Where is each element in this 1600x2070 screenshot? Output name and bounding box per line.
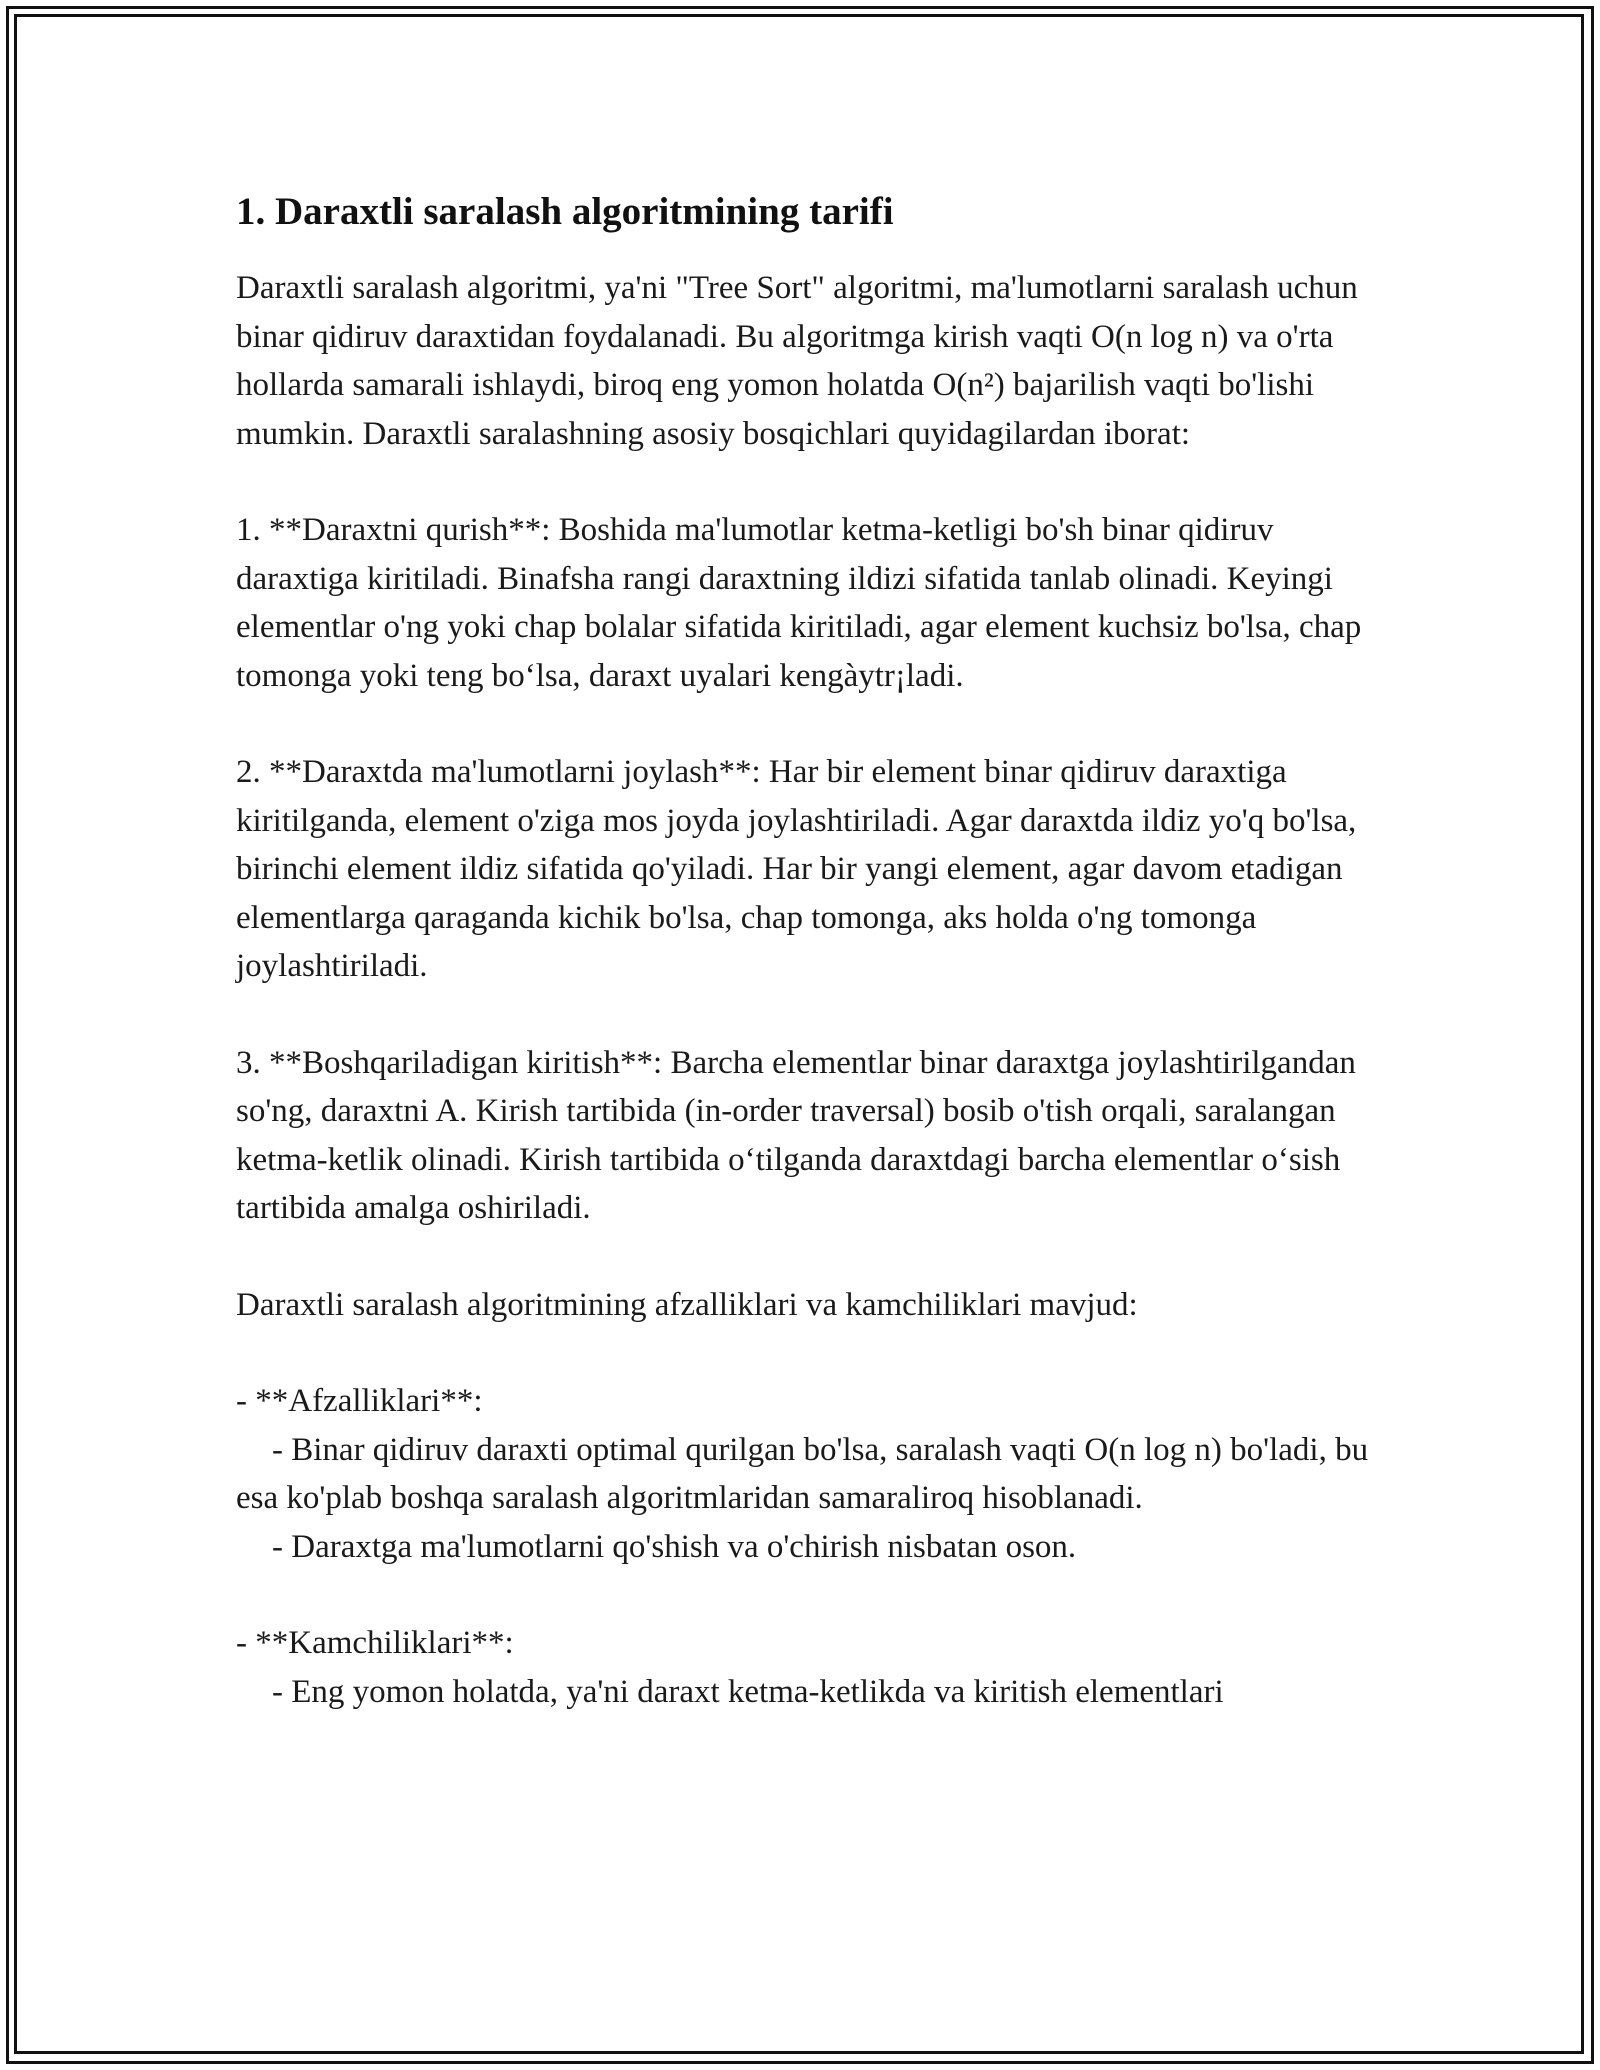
advantages-heading: - **Afzalliklari**: bbox=[236, 1383, 483, 1419]
step-2-paragraph: 2. **Daraxtda ma'lumotlarni joylash**: Har bir element binar qidiruv daraxtiga kiritilganda, element o'ziga mos joyda joylashtiriladi. Agar daraxtda ildiz yo'q bo'lsa, birinchi element ildiz sifatida qo'yiladi. Har bir yangi element, agar davom etadigan elementlarga qaraganda kichik bo'lsa, chap tomonga, aks holda o'ng tomonga joylashtiriladi. bbox=[236, 754, 1357, 984]
advantage-item: - Binar qidiruv daraxti optimal qurilgan bo'lsa, saralash vaqti O(n log n) bo'ladi, bu esa ko'plab boshqa saralash algoritmlaridan samaraliroq hisoblanadi. bbox=[236, 1431, 1369, 1516]
disadvantages-list bbox=[236, 1619, 1386, 1716]
advantage-item: - Daraxtga ma'lumotlarni qo'shish va o'chirish nisbatan oson. bbox=[272, 1528, 1077, 1565]
disadvantages-heading: - **Kamchiliklari**: bbox=[236, 1625, 514, 1661]
step-3-paragraph: 3. **Boshqariladigan kiritish**: Barcha elementlar binar daraxtga joylashtirilgandan so'ng, daraxtni A. Kirish tartibida (in-order traversal) bosib o'tish orqali, saralangan ketma-ketlik olinadi. Kirish tartibida o‘tilganda daraxtdagi barcha elementlar o‘sish tartibida amalga oshiriladi. bbox=[236, 1044, 1356, 1226]
step-1-paragraph: 1. **Daraxtni qurish**: Boshida ma'lumotlar ketma-ketligi bo'sh binar qidiruv daraxtiga kiritiladi. Binafsha rangi daraxtning ildizi sifatida tanlab olinadi. Keyingi elementlar o'ng yoki chap bolalar sifatida kiritiladi, agar element kuchsiz bo'lsa, chap tomonga yoki teng bo‘lsa, daraxt uyalari kengàytr¡ladi. bbox=[236, 512, 1362, 694]
disadvantage-item: - Eng yomon holatda, ya'ni daraxt ketma-ketlikda va kiritish elementlari bbox=[272, 1673, 1224, 1710]
summary-paragraph: Daraxtli saralash algoritmining afzalliklari va kamchiliklari mavjud: bbox=[236, 1286, 1138, 1323]
section-title: 1. Daraxtli saralash algoritmining tarifi bbox=[236, 190, 894, 233]
document-body bbox=[236, 186, 1386, 1764]
advantages-list bbox=[236, 1377, 1386, 1571]
intro-paragraph: Daraxtli saralash algoritmi, ya'ni "Tree Sort" algoritmi, ma'lumotlarni saralash uchun binar qidiruv daraxtidan foydalanadi. Bu algoritmga kirish vaqti O(n log n) va o'rta hollarda samarali ishlaydi, biroq eng yomon holatda O(n²) bajarilish vaqti bo'lishi mumkin. Daraxtli saralashning asosiy bosqichlari quyidagilardan iborat: bbox=[236, 270, 1358, 452]
